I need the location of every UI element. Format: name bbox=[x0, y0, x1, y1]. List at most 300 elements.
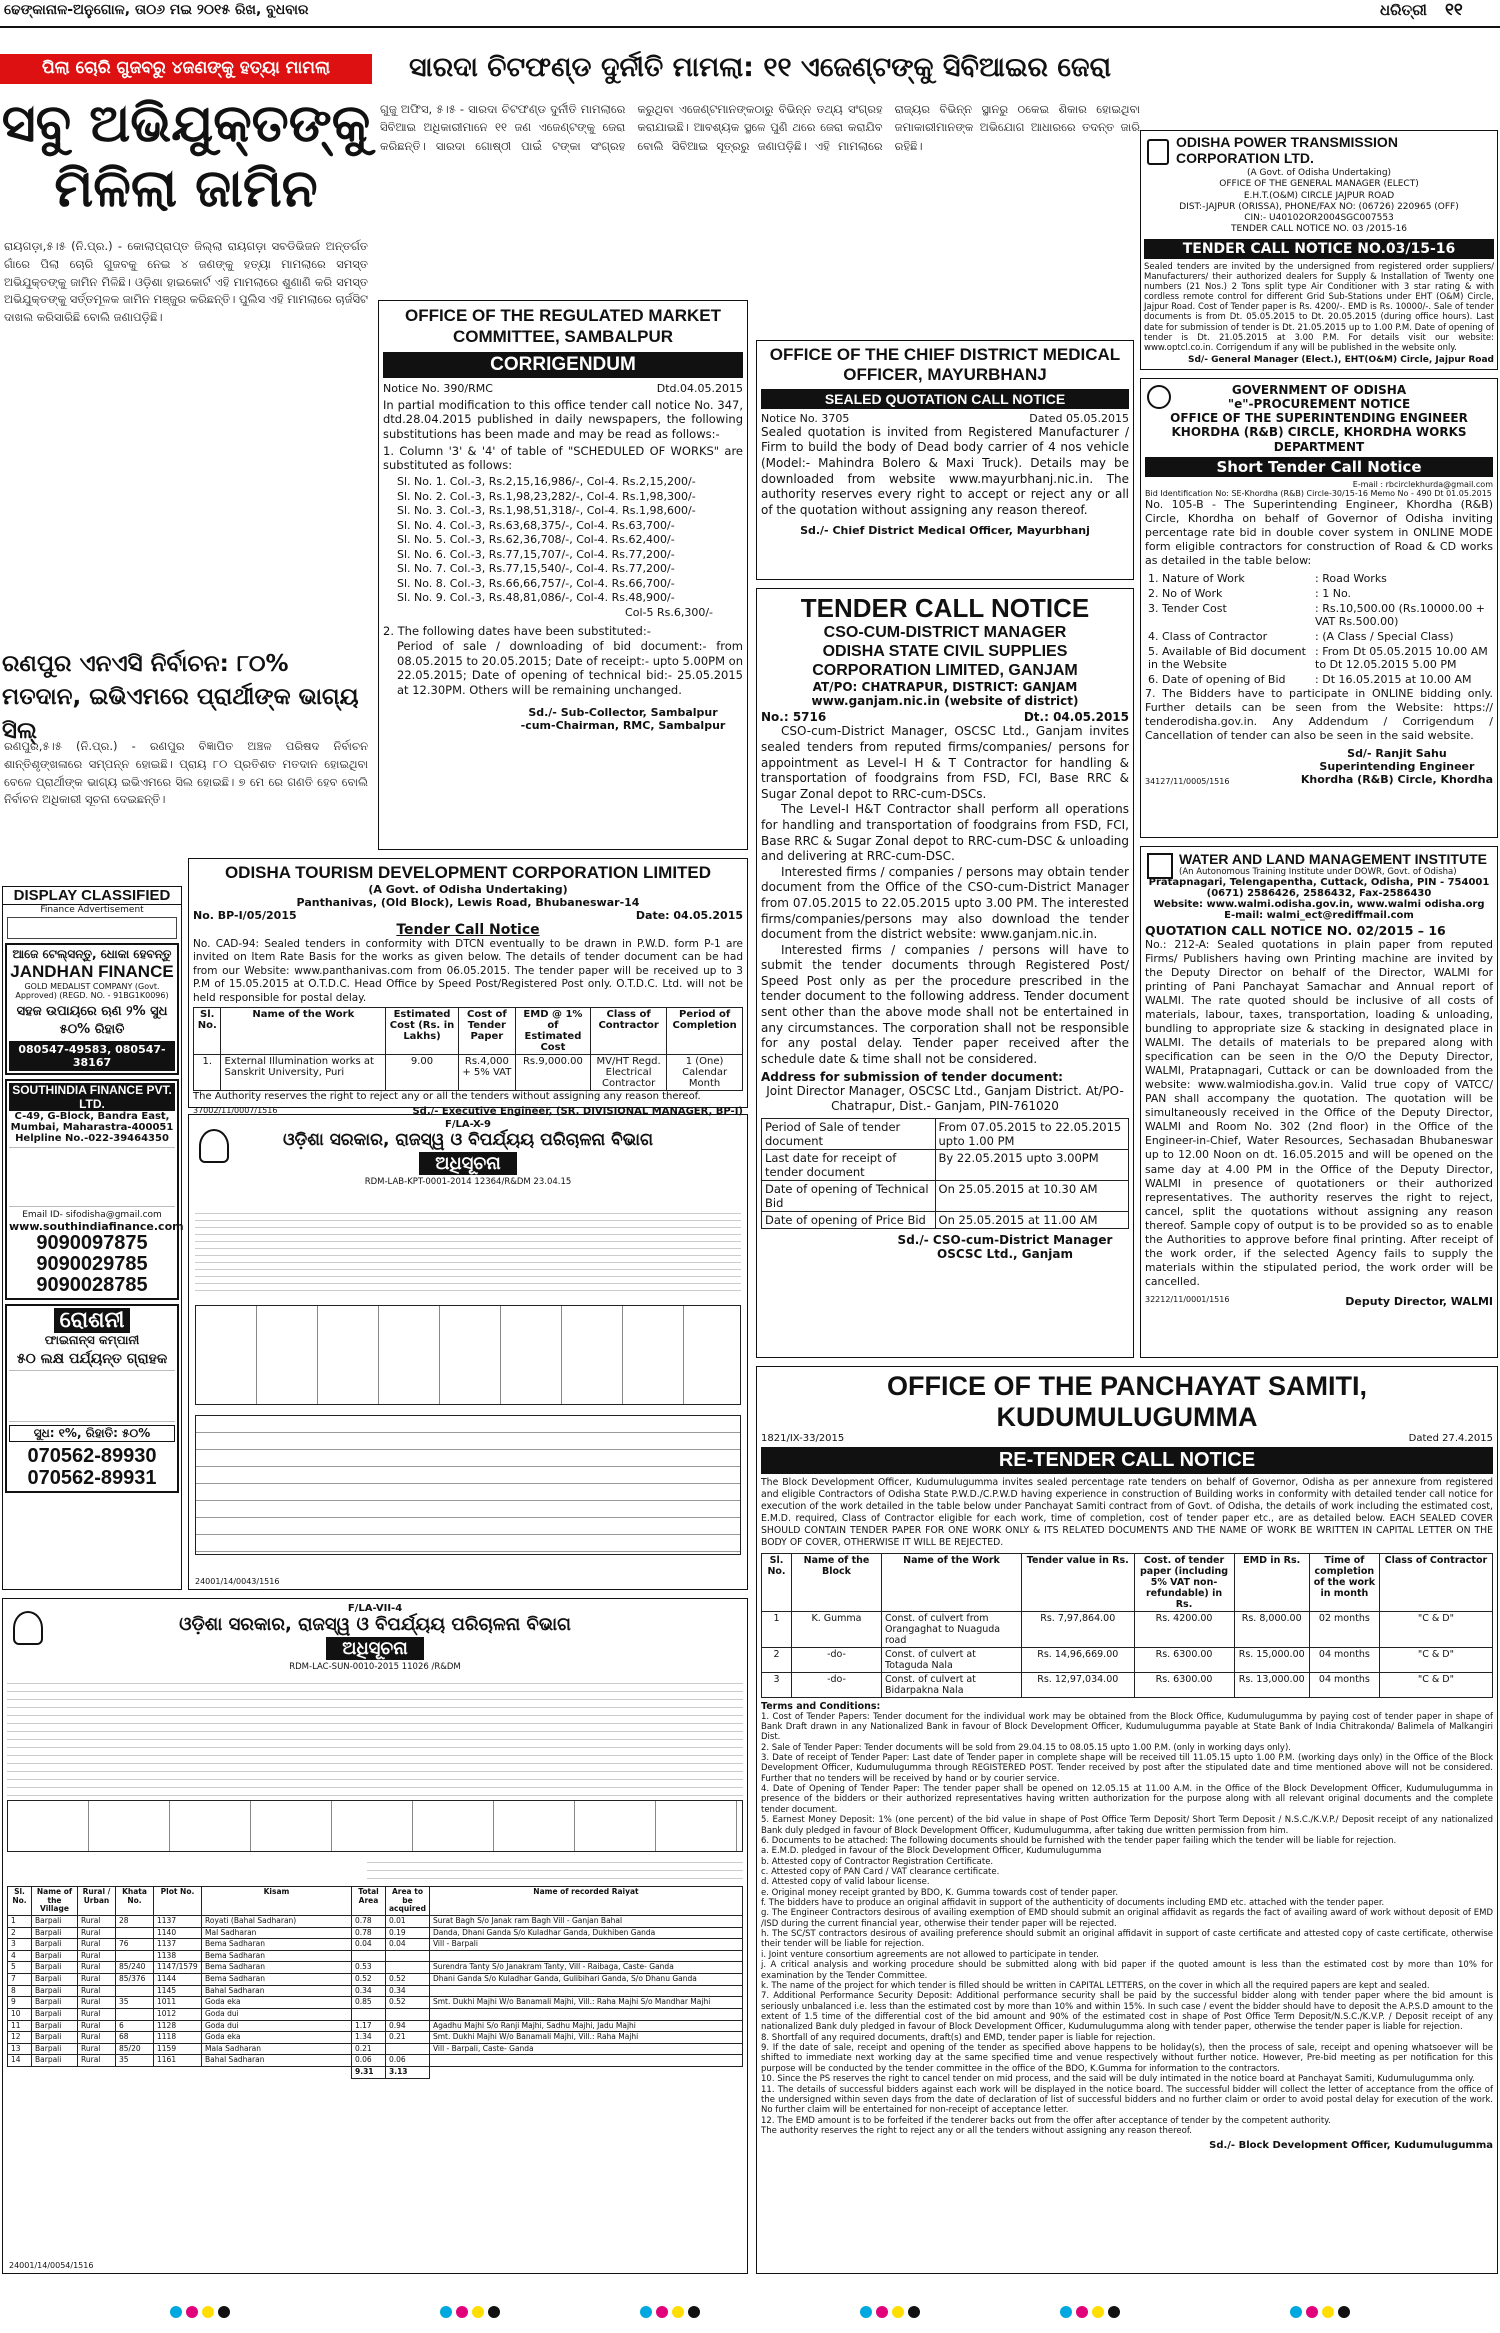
land2-cell: 0.52 bbox=[386, 1997, 430, 2009]
land2-cell: 0.21 bbox=[352, 2043, 386, 2055]
walmi-logo bbox=[1147, 853, 1173, 879]
panchayat-cell: K. Gumma bbox=[792, 1611, 882, 1647]
cdmo-title: SEALED QUOTATION CALL NOTICE bbox=[761, 389, 1129, 409]
land1-text bbox=[195, 1207, 741, 1297]
land2-cell: Barpali bbox=[32, 2032, 78, 2044]
land-notice-1 bbox=[188, 1114, 748, 1590]
land1-table bbox=[195, 1305, 741, 1405]
ganjam-date-val: On 25.05.2015 at 11.00 AM bbox=[935, 1212, 1128, 1229]
walmi-web: Website: www.walmi.odisha.gov.in, www.walmi odisha.org bbox=[1153, 899, 1485, 910]
land2-cell: 9 bbox=[8, 1997, 32, 2009]
story-kicker: ପିଲା ଚୋରି ଗୁଜବରୁ ୪ଜଣଙ୍କୁ ହତ୍ୟା ମାମଲା bbox=[0, 54, 372, 84]
land2-cell: 28 bbox=[116, 1915, 154, 1927]
tourism-cell: Rs.9,000.00 bbox=[515, 1055, 590, 1091]
ganjam-date-key: Date of opening of Price Bid bbox=[762, 1212, 936, 1229]
khordha-sign-3: Khordha (R&B) Circle, Khordha bbox=[1300, 772, 1493, 786]
land2-cell: Rural bbox=[78, 1974, 116, 1986]
ganjam-date: Dt.: 04.05.2015 bbox=[1023, 710, 1129, 725]
walmi-phone: (0671) 2586426, 2586432, Fax-2586430 bbox=[1206, 888, 1432, 899]
land2-cell: 11 bbox=[8, 2020, 32, 2032]
registration-mark bbox=[1338, 2306, 1350, 2318]
saradha-body: ଗୁଜୁ ଅଫିସ, ୫।୫ - ସାରଦା ଚିଟଫଣ୍ଡ ଦୁର୍ନୀତି ମାମଲାରେ ସିବିଆଇ ଅଧିକାରୀମାନେ ୧୧ ଜଣ ଏଜେଣ୍ଟଙ୍କୁ ଜେରା କରିଛନ୍ତି। ସାରଦା ଗୋଷ୍ଠୀ ପାଇଁ ଟଙ୍କା ସଂଗ୍ରହ କରୁଥିବା ଏଜେଣ୍ଟମାନଙ୍କଠାରୁ ବିଭିନ୍ନ ତଥ୍ୟ ସଂଗ୍ରହ କରାଯାଇଛି। ଆବଶ୍ୟକ ସ୍ଥଳେ ପୁଣି ଥରେ ଜେରା କରାଯିବ ବୋଲି ସିବିଆଇ ସୂତ୍ରରୁ ଜଣାପଡ଼ିଛି। ଏହି ମାମଲାରେ ରାଜ୍ୟର ବିଭିନ୍ନ ସ୍ଥାନରୁ ଠକେଇ ଶିକାର ହୋଇଥିବା ଜମାକାରୀମାନଙ୍କ ଅଭିଯୋଗ ଆଧାରରେ ତଦନ୍ତ ଜାରି ରହିଛି। bbox=[380, 102, 1140, 153]
khordha-key: 3. Tender Cost bbox=[1148, 601, 1227, 615]
land1-emblem-icon bbox=[199, 1129, 229, 1163]
khordha-key: 5. Available of Bid document in the Website bbox=[1148, 644, 1306, 671]
tourism-col: Class of Contractor bbox=[591, 1008, 667, 1055]
land2-cell: 0.52 bbox=[352, 1974, 386, 1986]
land2-cell: 1138 bbox=[154, 1950, 202, 1962]
panchayat-term: 10. Since the PS reserves the right to cancel tender on mid process, and the said will be duly intimated in the notice board at Panchayat Samiti, Kudumulugumma only. bbox=[761, 2074, 1475, 2085]
roshni-sub: ଫାଇନାନ୍ସ କମ୍ପାନୀ bbox=[44, 1333, 140, 1348]
panchayat-term: d. Attested copy of valid labour license. bbox=[761, 1877, 930, 1888]
land2-cell: Barpali bbox=[32, 2020, 78, 2032]
khordha-row bbox=[1145, 571, 1493, 586]
khordha-email: E-mail : rbcirclekhurda@gmail.com bbox=[1352, 480, 1493, 490]
land2-cell: 1.34 bbox=[352, 2032, 386, 2044]
khordha-code: 34127/11/0005/1516 bbox=[1145, 776, 1230, 786]
land2-row bbox=[8, 1927, 743, 1939]
cdmo-body: Sealed quotation is invited from Registered Manufacturer / Firm to build the body of Dead body carrier of 4 nos vehicle (Model:- Mahindra Bolero & Maxi Truck). Details may be downloaded from website www.mayurbhanj.nic.in. The authority reserves every right to accept or reject any or all of the quotation without assigning any reason thereof. bbox=[761, 424, 1129, 517]
cdmo-date: Dated 05.05.2015 bbox=[1029, 411, 1129, 425]
rmc-row: Sl. No. 9. Col.-3, Rs.48,81,086/-, Col-4. Rs.48,900/- bbox=[397, 591, 675, 605]
rmc-sign-1: Sd./- Sub-Collector, Sambalpur bbox=[528, 705, 718, 719]
land2-col: Sl. No. bbox=[8, 1887, 32, 1916]
rmc-point-2-body: Period of sale / downloading of bid document:- from 08.05.2015 to 20.05.2015; Date of receipt:- upto 5.00PM on 22.05.2015; Date of opening of technical bid:- 25.05.2015 at 12.30PM. Others will be remaining unchanged. bbox=[397, 638, 743, 698]
registration-mark bbox=[1306, 2306, 1318, 2318]
ganjam-date-val: On 25.05.2015 at 10.30 AM bbox=[935, 1181, 1128, 1212]
cdmo-notice-no: Notice No. 3705 bbox=[761, 411, 850, 425]
panchayat-term: a. E.M.D. pledged in favour of the Block Development Officer, Kudumulugumma bbox=[761, 1846, 1102, 1857]
land2-cell: Barpali bbox=[32, 1985, 78, 1997]
tourism-title: Tender Call Notice bbox=[396, 922, 540, 938]
land2-cell: Rural bbox=[78, 1997, 116, 2009]
land2-cell bbox=[429, 1950, 742, 1962]
roshni-ad bbox=[5, 1304, 179, 1493]
rmc-intro: In partial modification to this office tender call notice No. 347, dtd.28.04.2015 published in daily newspapers, the following substitutions has been made and may be read as follows:- bbox=[383, 397, 743, 441]
optcl-logo bbox=[1147, 139, 1169, 165]
land2-cell: 1011 bbox=[154, 1997, 202, 2009]
roshni-phone: 070562-89930 bbox=[27, 1445, 157, 1468]
land2-row bbox=[8, 2055, 743, 2067]
khordha-val: : Dt 16.05.2015 at 10.00 AM bbox=[1315, 672, 1472, 686]
land2-title: ଅଧିସୂଚନା bbox=[326, 1637, 423, 1660]
khordha-val: : From Dt 05.05.2015 10.00 AM to Dt 12.05.2015 5.00 PM bbox=[1315, 644, 1488, 671]
ganjam-para-4: Interested firms / companies / persons will have to submit the tender documents through Registered Post/ Speed Post only as per the procedure prescribed in the tender document to the following address. Tender document sent other than the above mode shall not be entertained in any circumstances. The corporation shall not be responsible for any postal delay. Tender paper received after the schedule date & time shall not be considered. bbox=[761, 942, 1129, 1066]
land2-cell: Smt. Dukhi Majhi W/o Banamali Majhi, Vill.: Raha Majhi S/o Mandhar Majhi bbox=[429, 1997, 742, 2009]
land2-cell: Rural bbox=[78, 2055, 116, 2067]
roshni-name: ରୋଶନୀ bbox=[54, 1308, 131, 1333]
rmc-row: Sl. No. 6. Col.-3, Rs.77,15,707/-, Col-4. Rs.77,200/- bbox=[397, 547, 675, 561]
panchayat-sign: Sd./- Block Development Officer, Kudumulugumma bbox=[1209, 2140, 1493, 2152]
panchayat-cell: Rs. 8,000.00 bbox=[1234, 1611, 1309, 1647]
land2-cell: Rural bbox=[78, 2043, 116, 2055]
walmi-sub: (An Autonomous Training Institute under DOWR, Govt. of Odisha) bbox=[1179, 867, 1457, 877]
land2-cell: 85/240 bbox=[116, 1962, 154, 1974]
land2-text bbox=[7, 1676, 743, 1796]
ganjam-web: www.ganjam.nic.in (website of district) bbox=[811, 694, 1079, 709]
land2-cell: 1144 bbox=[154, 1974, 202, 1986]
khordha-bid-id: Bid Identification No: SE-Khordha (R&B) Circle-30/15-16 Memo No - 490 Dt 01.05.2015 bbox=[1145, 489, 1492, 499]
southindia-help: Helpline No.-022-39464350 bbox=[15, 1133, 169, 1145]
land2-table bbox=[7, 1886, 743, 2079]
land2-cell: Barpali bbox=[32, 1962, 78, 1974]
land2-cell: 4 bbox=[8, 1950, 32, 1962]
panchayat-term: k. The name of the project for which tender is filled should be written in CAPITAL LETTERS, on the cover in which all the required papers are kept and sealed. bbox=[761, 1980, 1430, 1991]
rmc-point-2: 2. The following dates have been substituted:- bbox=[383, 624, 651, 639]
land2-row bbox=[8, 1974, 743, 1986]
ganjam-addr: Joint Director Manager, OSCSC Ltd., Ganjam District. At/PO- Chatrapur, Dist.- Ganjam, PIN-761020 bbox=[766, 1084, 1124, 1114]
land2-cell: Goda dui bbox=[202, 2020, 352, 2032]
southindia-email: Email ID- sifodisha@gmail.com bbox=[22, 1210, 162, 1221]
walmi-body: No.: 212-A: Sealed quotations in plain paper from reputed Firms/ Publishers having own Printing machine are invited by the Deputy Director on behalf of the Director, WALMI for printing of Pani Panchayat Samachar and Annual report of WALMI. The rate quoted should be inclusive of all costs of materials, labour, taxes, transportation, loading & unloading, bundling to appropriate size & stacking in designated place in WALMI. The details of materials to be prepared along with specification can be seen in the O/O the Deputy Director, WALMI, Pratapnagari, Cuttack or can be downloaded from the website: www.walmiodisha.gov.in. Valid true copy of VATCC/ PAN shall accompany the quotation. The quotation will be simultaneously received in the Office of the Deputy Director, WALMI and Room No. 302 (2nd floor) in the Office of the Engineer-in-Chief, Water Resources, Sechasadan Bhubaneswar up to 12.00 Noon on dt. 16.05.2015 and will be opened on the same day at 4.00 PM in the Office of the Deputy Director, WALMI in presence of quotationers or their authorized representatives. The authority reserves the right to reject, cancel, split the quotations without assigning any reason thereof. Sample copy of output is to be provided so as to enable the Authorities to approve before final printing. After receipt of the work order, if the selected Agency fails to supply the materials within the stipulated period, the work order will be cancelled. bbox=[1145, 938, 1493, 1288]
walmi-title: QUOTATION CALL NOTICE NO. 02/2015 – 16 bbox=[1145, 923, 1446, 938]
land2-cell: 1012 bbox=[154, 2008, 202, 2020]
land2-cell bbox=[429, 1985, 742, 1997]
panchayat-cell: Const. of culvert from Orangaghat to Nuaguda road bbox=[882, 1611, 1022, 1647]
land2-cell: Rural bbox=[78, 1962, 116, 1974]
land2-cell: Barpali bbox=[32, 2043, 78, 2055]
land2-total-area: 9.31 bbox=[352, 2067, 386, 2079]
optcl-line-4: DIST:-JAJPUR (ORISSA), PHONE/FAX NO: (06726) 220965 (OFF) bbox=[1179, 201, 1459, 212]
registration-mark bbox=[1108, 2306, 1120, 2318]
rmc-row: Sl. No. 2. Col.-3, Rs.1,98,23,282/-, Col-4. Rs.1,98,300/- bbox=[397, 489, 696, 503]
optcl-line-1: (A Govt. of Odisha Undertaking) bbox=[1246, 168, 1392, 178]
print-registration-marks bbox=[0, 2280, 1500, 2333]
registration-mark bbox=[672, 2306, 684, 2318]
registration-mark bbox=[440, 2306, 452, 2318]
panchayat-term: 8. Shortfall of any required documents, draft(s) and EMD, tender paper is liable for rejection. bbox=[761, 2032, 1156, 2043]
story-saradha bbox=[380, 48, 1140, 298]
walmi-email: E-mail: walmi_ect@rediffmail.com bbox=[1224, 910, 1414, 921]
southindia-ad bbox=[5, 1079, 184, 1300]
land2-cell bbox=[116, 1985, 154, 1997]
land2-col: Khata No. bbox=[116, 1887, 154, 1916]
panchayat-term: c. Attested copy of PAN Card / VAT clearance certificate. bbox=[761, 1866, 1000, 1877]
land2-cell: Mal Sadharan bbox=[202, 1927, 352, 1939]
jandhian-kicker: ଆଜେ ଟେଲ୍ସନ୍ତୁ, ଧୋକା ହେବନ୍ତୁ bbox=[12, 947, 172, 961]
land2-cell: Danda, Dhani Ganda S/o Kuladhar Ganda, Dukhiben Ganda bbox=[429, 1927, 742, 1939]
panchayat-cell: Rs. 14,96,669.00 bbox=[1022, 1647, 1135, 1672]
ganjam-date-val: From 07.05.2015 to 22.05.2015 upto 1.00 PM bbox=[935, 1119, 1128, 1150]
land2-total-row bbox=[8, 2067, 743, 2079]
panchayat-term: f. The bidders have to produce an original affidavit in support of the authenticity of documents including EMD etc. attached with the tender paper. bbox=[761, 1898, 1385, 1909]
optcl-line-6: TENDER CALL NOTICE NO. 03 /2015-16 bbox=[1231, 224, 1407, 235]
land2-cell: 35 bbox=[116, 1997, 154, 2009]
land2-ref: RDM-LAC-SUN-0010-2015 11026 /R&DM bbox=[289, 1662, 461, 1672]
land2-cell bbox=[352, 2008, 386, 2020]
tourism-col: Cost of Tender Paper bbox=[458, 1008, 515, 1055]
classified-head: DISPLAY CLASSIFIED bbox=[3, 887, 181, 905]
land2-cell: Barpali bbox=[32, 1927, 78, 1939]
panchayat-cell: Rs. 4200.00 bbox=[1134, 1611, 1234, 1647]
khordha-key: 6. Date of opening of Bid bbox=[1148, 672, 1286, 686]
panchayat-header-row bbox=[762, 1553, 1493, 1611]
story-body-2: ରଣପୁର,୫।୫ (ନି.ପ୍ର.) - ରଣପୁର ବିଜ୍ଞାପିତ ଅଞ୍ଚଳ ପରିଷଦ ନିର୍ବାଚନ ଶାନ୍ତିଶୃଙ୍ଖଳାରେ ସମ୍ପନ୍ନ ହୋଇଛି। ପ୍ରାୟ ୮୦ ପ୍ରତିଶତ ମତଦାନ ହୋଇଥିବା ବେଳେ ପ୍ରାର୍ଥୀଙ୍କ ଭାଗ୍ୟ ଇଭିଏମରେ ସିଲ ହୋଇଛି। ୭ ମେ ରେ ଗଣତି ହେବ ବୋଲି ନିର୍ବାଚନ ଅଧିକାରୀ ସୂଚନା ଦେଇଛନ୍ତି। bbox=[4, 739, 368, 807]
panchayat-term: j. A critical analysis and working procedure should be submitted along with bid paper if the quoted amount is less than the estimated cost by more than 10% for examination by the Tender Committee. bbox=[761, 1960, 1493, 1981]
land2-row bbox=[8, 1915, 743, 1927]
panchayat-cell: 04 months bbox=[1309, 1672, 1379, 1697]
panchayat-cell: 04 months bbox=[1309, 1647, 1379, 1672]
khordha-body: No. 105-B - The Superintending Engineer, Khordha (R&B) Circle, Khordha on behalf of Governor of Odisha inviting percentage rate bid in double cover system in ONLINE MODE form eligible contractors for construction of Road & CD works as detailed in the table below: bbox=[1145, 498, 1493, 568]
registration-mark bbox=[472, 2306, 484, 2318]
panchayat-cell: Rs. 7,97,864.00 bbox=[1022, 1611, 1135, 1647]
land2-cell: Vill - Barpali bbox=[429, 1939, 742, 1951]
ganjam-dates-table bbox=[761, 1118, 1129, 1229]
land2-cell bbox=[386, 2008, 430, 2020]
panchayat-cell: Rs. 15,000.00 bbox=[1234, 1647, 1309, 1672]
tourism-col: Period of Completion bbox=[667, 1008, 743, 1055]
tourism-sign: Sd./- Executive Engineer, (SR. DIVISIONAL MANAGER, BP-I) bbox=[412, 1106, 743, 1118]
khordha-table bbox=[1145, 571, 1493, 687]
land2-cell: Barpali bbox=[32, 1997, 78, 2009]
khordha-row bbox=[1145, 672, 1493, 687]
tourism-cell: 1 (One) Calendar Month bbox=[667, 1055, 743, 1091]
panchayat-term: 2. Sale of Tender Paper: Tender documents will be sold from 29.04.15 to 08.05.15 upto 1.00 P.M. (only in working days only). bbox=[761, 1742, 1291, 1753]
roshni-text bbox=[9, 1370, 175, 1422]
land2-col: Total Area bbox=[352, 1887, 386, 1916]
ganjam-date-key: Last date for receipt of tender document bbox=[762, 1150, 936, 1181]
land2-cell: 1137 bbox=[154, 1939, 202, 1951]
land2-row bbox=[8, 1939, 743, 1951]
land2-cell: 0.85 bbox=[352, 1997, 386, 2009]
panchayat-term: 5. Earnest Money Deposit: 1% (one percent) of the bid value in shape of Post Office Term Deposit/ Short Term Deposit / N.S.C./K.V.P./ Deposit receipt of any nationalized Bank duly pledged in favour of Block Development Officer, Kudumulugumma, after taking due written permission from him. bbox=[761, 1815, 1493, 1836]
khordha-row bbox=[1145, 601, 1493, 629]
land2-cell: 1 bbox=[8, 1915, 32, 1927]
land2-cell: Bahal Sadharan bbox=[202, 2055, 352, 2067]
khordha-val: : 1 No. bbox=[1315, 586, 1351, 600]
tourism-name: ODISHA TOURISM DEVELOPMENT CORPORATION LIMITED bbox=[224, 863, 712, 882]
land2-col: Rural / Urban bbox=[78, 1887, 116, 1916]
land2-cell: 0.06 bbox=[386, 2055, 430, 2067]
registration-mark bbox=[186, 2306, 198, 2318]
land2-cell: Agadhu Majhi S/o Ranji Majhi, Sadhu Majhi, Jadu Majhi bbox=[429, 2020, 742, 2032]
classified-sub: Finance Advertisement bbox=[40, 905, 144, 915]
panchayat-row bbox=[762, 1672, 1493, 1697]
tourism-body: No. CAD-94: Sealed tenders in conformity with DTCN eventually to be drawn in P.W.D. form P-1 are invited on Item Rate Basis for the works as given below. The details of tender document can be had from our Website: www.panthanivas.com from 06.05.2015. The tender paper will be received up to 3 P.M of 15.05.2015 at O.T.D.C. Head Office by Speed Post/Registered Post only. O.T.D.C. Ltd. will not be held responsible for postal delay. bbox=[193, 938, 743, 1004]
optcl-line-2: OFFICE OF THE GENERAL MANAGER (ELECT) bbox=[1219, 179, 1419, 190]
panchayat-row bbox=[762, 1647, 1493, 1672]
tourism-row bbox=[194, 1055, 743, 1091]
land2-cell: 0.01 bbox=[386, 1915, 430, 1927]
land1-title: ଅଧିସୂଚନା bbox=[419, 1152, 516, 1175]
tourism-cell: External Illumination works at Sanskrit University, Puri bbox=[221, 1055, 386, 1091]
khordha-row bbox=[1145, 629, 1493, 644]
tourism-sub-2: Panthanivas, (Old Block), Lewis Road, Bhubaneswar-14 bbox=[296, 896, 640, 909]
khordha-sub: "e"-PROCUREMENT NOTICE bbox=[1227, 397, 1411, 411]
southindia-name: SOUTHINDIA FINANCE PVT. LTD. bbox=[9, 1083, 175, 1111]
rmc-row: Sl. No. 7. Col.-3, Rs.77,15,540/-, Col-4. Rs.77,200/- bbox=[397, 562, 675, 576]
khordha-val: : (A Class / Special Class) bbox=[1315, 629, 1454, 643]
panchayat-notice bbox=[756, 1366, 1498, 2274]
land2-cell bbox=[116, 2008, 154, 2020]
walmi-notice bbox=[1140, 846, 1498, 1358]
ganjam-date-row bbox=[762, 1150, 1129, 1181]
land1-dept: ଓଡ଼ିଶା ସରକାର, ରାଜସ୍ୱ ଓ ବିପର୍ଯ୍ୟୟ ପରିଚାଳନା ବିଭାଗ bbox=[282, 1130, 654, 1150]
land2-cell: 85/20 bbox=[116, 2043, 154, 2055]
panchayat-row bbox=[762, 1611, 1493, 1647]
land2-cell: 1145 bbox=[154, 1985, 202, 1997]
saradha-headline: ସାରଦା ଚିଟଫଣ୍ଡ ଦୁର୍ନୀତି ମାମଲା: ୧୧ ଏଜେଣ୍ଟଙ୍କୁ ସିବିଆଇର ଜେରା bbox=[408, 52, 1112, 83]
land2-cell: 0.19 bbox=[386, 1927, 430, 1939]
cdmo-office: OFFICE OF THE CHIEF DISTRICT MEDICAL OFFICER, MAYURBHANJ bbox=[769, 345, 1121, 385]
tourism-cell: MV/HT Regd. Electrical Contractor bbox=[591, 1055, 667, 1091]
registration-mark bbox=[218, 2306, 230, 2318]
cdmo-sign: Sd./- Chief District Medical Officer, Mayurbhanj bbox=[800, 524, 1090, 538]
land2-cell: 0.53 bbox=[352, 1962, 386, 1974]
land2-cell: Bema Sadharan bbox=[202, 1939, 352, 1951]
land2-cell: 0.06 bbox=[352, 2055, 386, 2067]
walmi-sign: Deputy Director, WALMI bbox=[1345, 1294, 1493, 1308]
land2-cell: 0.94 bbox=[386, 2020, 430, 2032]
panchayat-term: 12. The EMD amount is to be forfeited if the tenderer backs out from the offer after acceptance of tender by the competent authority. bbox=[761, 2115, 1331, 2126]
khordha-key: 4. Class of Contractor bbox=[1148, 629, 1268, 643]
land2-sign-text bbox=[367, 1855, 743, 1883]
rmc-office: OFFICE OF THE REGULATED MARKET COMMITTEE, SAMBALPUR bbox=[404, 306, 722, 347]
land2-emblem-icon bbox=[13, 1611, 43, 1645]
land2-cell: 0.52 bbox=[386, 1974, 430, 1986]
land2-cell bbox=[386, 1950, 430, 1962]
land2-cell: 2 bbox=[8, 1927, 32, 1939]
tourism-date: Date: 04.05.2015 bbox=[635, 909, 743, 922]
rmc-title: CORRIGENDUM bbox=[383, 352, 743, 378]
registration-mark bbox=[892, 2306, 904, 2318]
panchayat-term: g. The Engineer Contractors desirous of availing exemption of EMD should submit an original affidavit as regards the fact of availing award of work without deposit of EMD /ISD during the current financial year, otherwise their tender paper will be rejected. bbox=[761, 1908, 1493, 1929]
registration-mark bbox=[688, 2306, 700, 2318]
panchayat-cell: "C & D" bbox=[1379, 1647, 1492, 1672]
land2-cell: Bema Sadharan bbox=[202, 1950, 352, 1962]
ganjam-title: TENDER CALL NOTICE bbox=[800, 593, 1090, 623]
land2-cell: 1147/1579 bbox=[154, 1962, 202, 1974]
land2-cell: 1118 bbox=[154, 2032, 202, 2044]
panchayat-col: Time of completion of the work in month bbox=[1309, 1553, 1379, 1611]
land2-cell: Bahal Sadharan bbox=[202, 1985, 352, 1997]
panchayat-col: Sl. No. bbox=[762, 1553, 792, 1611]
ganjam-no: No.: 5716 bbox=[761, 710, 827, 725]
panchayat-terms-heading: Terms and Conditions: bbox=[761, 1700, 881, 1712]
panchayat-col: Class of Contractor bbox=[1379, 1553, 1492, 1611]
registration-mark bbox=[860, 2306, 872, 2318]
panchayat-term: b. Attested copy of Contractor Registration Certificate. bbox=[761, 1856, 994, 1867]
panchayat-cell: Rs. 6300.00 bbox=[1134, 1672, 1234, 1697]
land2-col: Name of the Village bbox=[32, 1887, 78, 1916]
ganjam-date-row bbox=[762, 1119, 1129, 1150]
optcl-notice bbox=[1140, 130, 1498, 370]
rate-card bbox=[7, 917, 177, 939]
panchayat-term: 6. Documents to be attached: The following documents should be furnished with the tender paper failing which the tender will be liable for rejection. bbox=[761, 1835, 1397, 1846]
land2-dept: ଓଡ଼ିଶା ସରକାର, ରାଜସ୍ୱ ଓ ବିପର୍ଯ୍ୟୟ ପରିଚାଳନା ବିଭାଗ bbox=[179, 1614, 571, 1635]
registration-mark bbox=[456, 2306, 468, 2318]
land2-row bbox=[8, 2032, 743, 2044]
page-header bbox=[0, 0, 1500, 26]
tourism-col: Estimated Cost (Rs. in Lakhs) bbox=[386, 1008, 459, 1055]
panchayat-cell: Const. of culvert at Bidarpakna Nala bbox=[882, 1672, 1022, 1697]
land2-cell: Barpali bbox=[32, 1915, 78, 1927]
ganjam-date-val: By 22.05.2015 upto 3.00PM bbox=[935, 1150, 1128, 1181]
header-rule bbox=[0, 26, 1500, 28]
panchayat-term: 11. The details of successful bidders against each work will be displayed in the notice board. The successful bidder will collect the letter of acceptance from the office of the undersigned within seven days from the date of declaration of list of successful bidders and no further claim or order to avoid postal delay for execution of the work. No further claim will be entertained for non-receipt of acceptance letter. bbox=[761, 2084, 1493, 2116]
land2-cell: Surat Bagh S/o Janak ram Bagh Vill - Ganjan Bahal bbox=[429, 1915, 742, 1927]
ganjam-date-key: Date of opening of Technical Bid bbox=[762, 1181, 936, 1212]
land2-cell: 5 bbox=[8, 1962, 32, 1974]
panchayat-cell: Rs. 6300.00 bbox=[1134, 1647, 1234, 1672]
panchayat-no: 1821/IX-33/2015 bbox=[761, 1433, 845, 1445]
rmc-date: Dtd.04.05.2015 bbox=[656, 381, 743, 395]
khordha-notice bbox=[1140, 378, 1498, 838]
khordha-note: 7. The Bidders have to participate in ONLINE bidding only. Further details can be seen from the Website: https:// tenderodisha.gov.in. Any Addendum / Corrigendum / Cancellation of tender can also be seen in the said website. bbox=[1145, 686, 1493, 742]
tourism-cell: 9.00 bbox=[386, 1055, 459, 1091]
panchayat-cell: -do- bbox=[792, 1672, 882, 1697]
rmc-row: Sl. No. 8. Col.-3, Rs.66,66,757/-, Col-4. Rs.66,700/- bbox=[397, 576, 675, 590]
land2-cell: Rural bbox=[78, 2020, 116, 2032]
ganjam-sign-2: OSCSC Ltd., Ganjam bbox=[937, 1247, 1073, 1262]
jandhian-name: JANDHAN FINANCE bbox=[10, 962, 174, 981]
southindia-addr: C-49, G-Block, Bandra East, Mumbai, Maharastra-400051 bbox=[10, 1111, 174, 1134]
ganjam-para-2: The Level-I H&T Contractor shall perform all operations for handling and transportation of foodgrains from FSD, FCI, Base RRC & Sugar Zonal depot to RRC-cum-DSC & unloading and delivering at RRC-cum-DSC. bbox=[761, 802, 1129, 864]
tourism-col: Sl. No. bbox=[194, 1008, 221, 1055]
rmc-row: Col-5 Rs.6,300/- bbox=[625, 605, 713, 619]
panchayat-cell: Rs. 12,97,034.00 bbox=[1022, 1672, 1135, 1697]
khordha-val: : Rs.10,500.00 (Rs.10000.00 + VAT Rs.500.00) bbox=[1315, 601, 1485, 628]
khordha-key: 1. Nature of Work bbox=[1148, 571, 1245, 585]
land2-row bbox=[8, 1985, 743, 1997]
land2-cell: 0.34 bbox=[386, 1985, 430, 1997]
land2-cell: 1128 bbox=[154, 2020, 202, 2032]
rmc-row: Sl. No. 5. Col.-3, Rs.62,36,708/-, Col-4. Rs.62,400/- bbox=[397, 533, 675, 547]
jandhian-ad bbox=[5, 943, 179, 1075]
land2-cell: Rural bbox=[78, 1927, 116, 1939]
land2-cell: Royati (Bahal Sadharan) bbox=[202, 1915, 352, 1927]
panchayat-term: The authority reserves the right to reject any or all the tenders without assigning any reason thereof. bbox=[761, 2125, 1192, 2136]
khordha-title: Short Tender Call Notice bbox=[1145, 457, 1493, 477]
panchayat-cell: "C & D" bbox=[1379, 1611, 1492, 1647]
southindia-phone: 9090029785 bbox=[36, 1253, 148, 1276]
panchayat-title: OFFICE OF THE PANCHAYAT SAMITI, KUDUMULUGUMMA bbox=[886, 1371, 1368, 1433]
land2-row bbox=[8, 1950, 743, 1962]
land2-cell: Barpali bbox=[32, 2008, 78, 2020]
panchayat-term: 7. Additional Performance Security Deposit: Additional performance security shall be paid by the successful bidder along with tender paper where the bid amount is seriously unbalanced i.e. less than the estimated cost by more than 10% and within 15%. In such case / event the bidder should have to deposit the A.P.S.D amount to the extent of 1.5 time of the differential cost of the bid amount and 90% of the estimated cost in shape of Post Office Term Deposit/N.S.C./K.V.P. / Deposit receipt of any nationalized Bank duly pledged in favour of Block Development Officer, Kudumulugumma along with tender paper, otherwise the tender paper is liable for rejection. bbox=[761, 1991, 1493, 2033]
panchayat-term: e. Original money receipt granted by BDO, K. Gumma towards cost of tender paper. bbox=[761, 1887, 1119, 1898]
optcl-title: TENDER CALL NOTICE NO.03/15-16 bbox=[1144, 239, 1494, 259]
registration-mark bbox=[640, 2306, 652, 2318]
land2-col: Area to be acquired bbox=[386, 1887, 430, 1916]
land2-cell: Bema Sadharan bbox=[202, 1974, 352, 1986]
walmi-code: 32212/11/0001/1516 bbox=[1145, 1294, 1230, 1304]
registration-mark bbox=[1322, 2306, 1334, 2318]
panchayat-term: 3. Date of receipt of Tender Paper: Last date of Tender paper in complete shape will be received till 11.05.15 upto 1.00 P.M. (working days only) in the Office of the Block Development Officer, Kudumulugumma through REGISTERED POST. Tender received by post after the stipulated date and time mentioned above will not be considered. Further that no tenders will be received by hand or by courier service. bbox=[761, 1753, 1493, 1784]
land1-fla: F/LA-X-9 bbox=[445, 1119, 491, 1130]
optcl-body: Sealed tenders are invited by the undersigned from registered order suppliers/ Manufacturers/ their authorized dealers for Supply & Installation of Twenty one numbers (21 Nos.) 2 Tons split type Air Conditioner with 3 star rating & with cordless remote control for different Grid Sub-Stations under EHT (O&M) Circle, Jajpur Road. Cost of Tender paper is Rs. 4200/-. EMD is Rs. 10000/-. Sale of tender documents is from Dt. 05.05.2015 to Dt. 20.05.2015 (during office hours). Last date for submission of tender is Dt. 21.05.2015 up to 1.00 P.M. Date of opening of tender is Dt. 21.05.2015 at 3.00 P.M. For details visit our website: www.optcl.co.in. Corrigendum if any will be published in the website only. bbox=[1144, 261, 1494, 353]
panchayat-col: Tender value in Rs. bbox=[1022, 1553, 1135, 1611]
cdmo-notice bbox=[756, 340, 1134, 580]
land2-cell: 10 bbox=[8, 2008, 32, 2020]
land2-row bbox=[8, 2043, 743, 2055]
land2-cell: Rural bbox=[78, 1915, 116, 1927]
land2-cell bbox=[352, 1950, 386, 1962]
tourism-footer: The Authority reserves the right to reject any or all the tenders without assigning any reason thereof. bbox=[193, 1091, 701, 1103]
land2-cell: Rural bbox=[78, 2032, 116, 2044]
land2-cell: 8 bbox=[8, 1985, 32, 1997]
ganjam-sub-3: AT/PO: CHATRAPUR, DISTRICT: GANJAM bbox=[812, 680, 1078, 695]
walmi-name: WATER AND LAND MANAGEMENT INSTITUTE bbox=[1179, 851, 1487, 867]
jandhian-sub: GOLD MEDALIST COMPANY (Govt. Approved) (REGD. NO. - 91BG1K0096) bbox=[15, 982, 169, 1000]
land2-row bbox=[8, 2020, 743, 2032]
land2-cell: 12 bbox=[8, 2032, 32, 2044]
panchayat-cell: 2 bbox=[762, 1647, 792, 1672]
land2-cell: Rural bbox=[78, 1950, 116, 1962]
land2-cell: Mala Sadharan bbox=[202, 2043, 352, 2055]
panchayat-cell: "C & D" bbox=[1379, 1672, 1492, 1697]
panchayat-term: i. Joint venture consortium agreements are not allowed to participate in tender. bbox=[761, 1949, 1099, 1960]
